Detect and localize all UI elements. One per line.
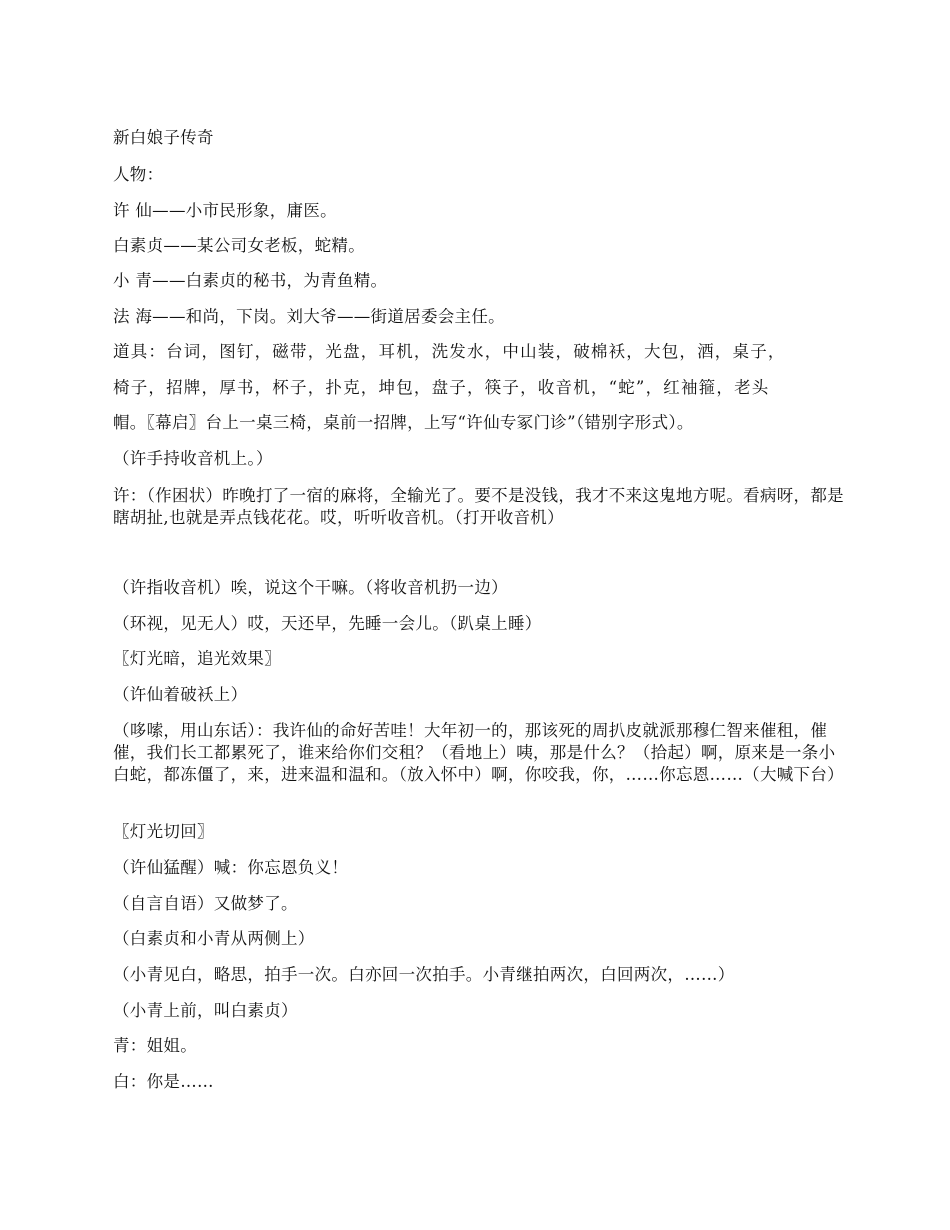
script-line: （自言自语）又做梦了。: [113, 894, 298, 913]
script-line: （许仙猛醒）喊：你忘恩负义！: [113, 858, 349, 877]
character-line: 小 青——白素贞的秘书，为青鱼精。: [113, 271, 388, 290]
stage-direction: 〖灯光切回〗: [113, 822, 214, 841]
props-line: 椅子，招牌，厚书，杯子，扑克，坤包，盘子，筷子，收音机，“蛇”，红袖箍，老头: [113, 378, 770, 397]
dialogue-paragraph: （哆嗦，用山东话）：我许仙的命好苦哇！大年初一的，那该死的周扒皮就派那穆仁智来催租，催催，我们长工都累死了，谁来给你们交租？（看地上）咦，那是什么？（拾起）啊，原来是一条小白蛇，都冻僵了，来，进来温和温和。（放入怀中）啊，你咬我，你，……你忘恩……（大喊下台）: [113, 721, 844, 784]
stage-direction: （白素贞和小青从两侧上）: [113, 929, 315, 948]
script-line: （许指收音机）唉，说这个干嘛。（将收音机扔一边）: [113, 578, 508, 597]
stage-direction: （小青上前，叫白素贞）: [113, 1001, 298, 1020]
character-line: 法 海——和尚，下岗。刘大爷——街道居委会主任。: [113, 307, 505, 326]
script-line: （环视，见无人）哎，天还早，先睡一会儿。（趴桌上睡）: [113, 614, 542, 633]
dialogue-line: 白：你是……: [113, 1072, 214, 1091]
props-line: 道具：台词，图钉，磁带，光盘，耳机，洗发水，中山装，破棉袄，大包，酒，桌子，: [113, 342, 786, 361]
dialogue-paragraph: 许：（作困状）昨晚打了一宿的麻将，全输光了。要不是没钱，我才不来这鬼地方呢。看病呀，都是瞎胡扯,也就是弄点钱花花。哎，听听收音机。（打开收音机）: [113, 486, 844, 527]
dialogue-line: 青：姐姐。: [113, 1036, 197, 1055]
props-line: 帽。〖幕启〗台上一桌三椅，桌前一招牌，上写“许仙专冢门诊”（错别字形式）。: [113, 413, 694, 432]
character-line: 白素贞——某公司女老板，蛇精。: [113, 236, 365, 255]
stage-direction: （小青见白，略思，拍手一次。白亦回一次拍手。小青继拍两次，白回两次，……）: [113, 965, 735, 984]
stage-direction: （许仙着破袄上）: [113, 685, 248, 704]
characters-heading: 人物：: [113, 165, 164, 184]
character-line: 许 仙——小市民形象，庸医。: [113, 201, 337, 220]
stage-direction: （许手持收音机上。）: [113, 449, 273, 468]
document-title: 新白娘子传奇: [113, 128, 214, 147]
stage-direction: 〖灯光暗，追光效果〗: [113, 649, 281, 668]
